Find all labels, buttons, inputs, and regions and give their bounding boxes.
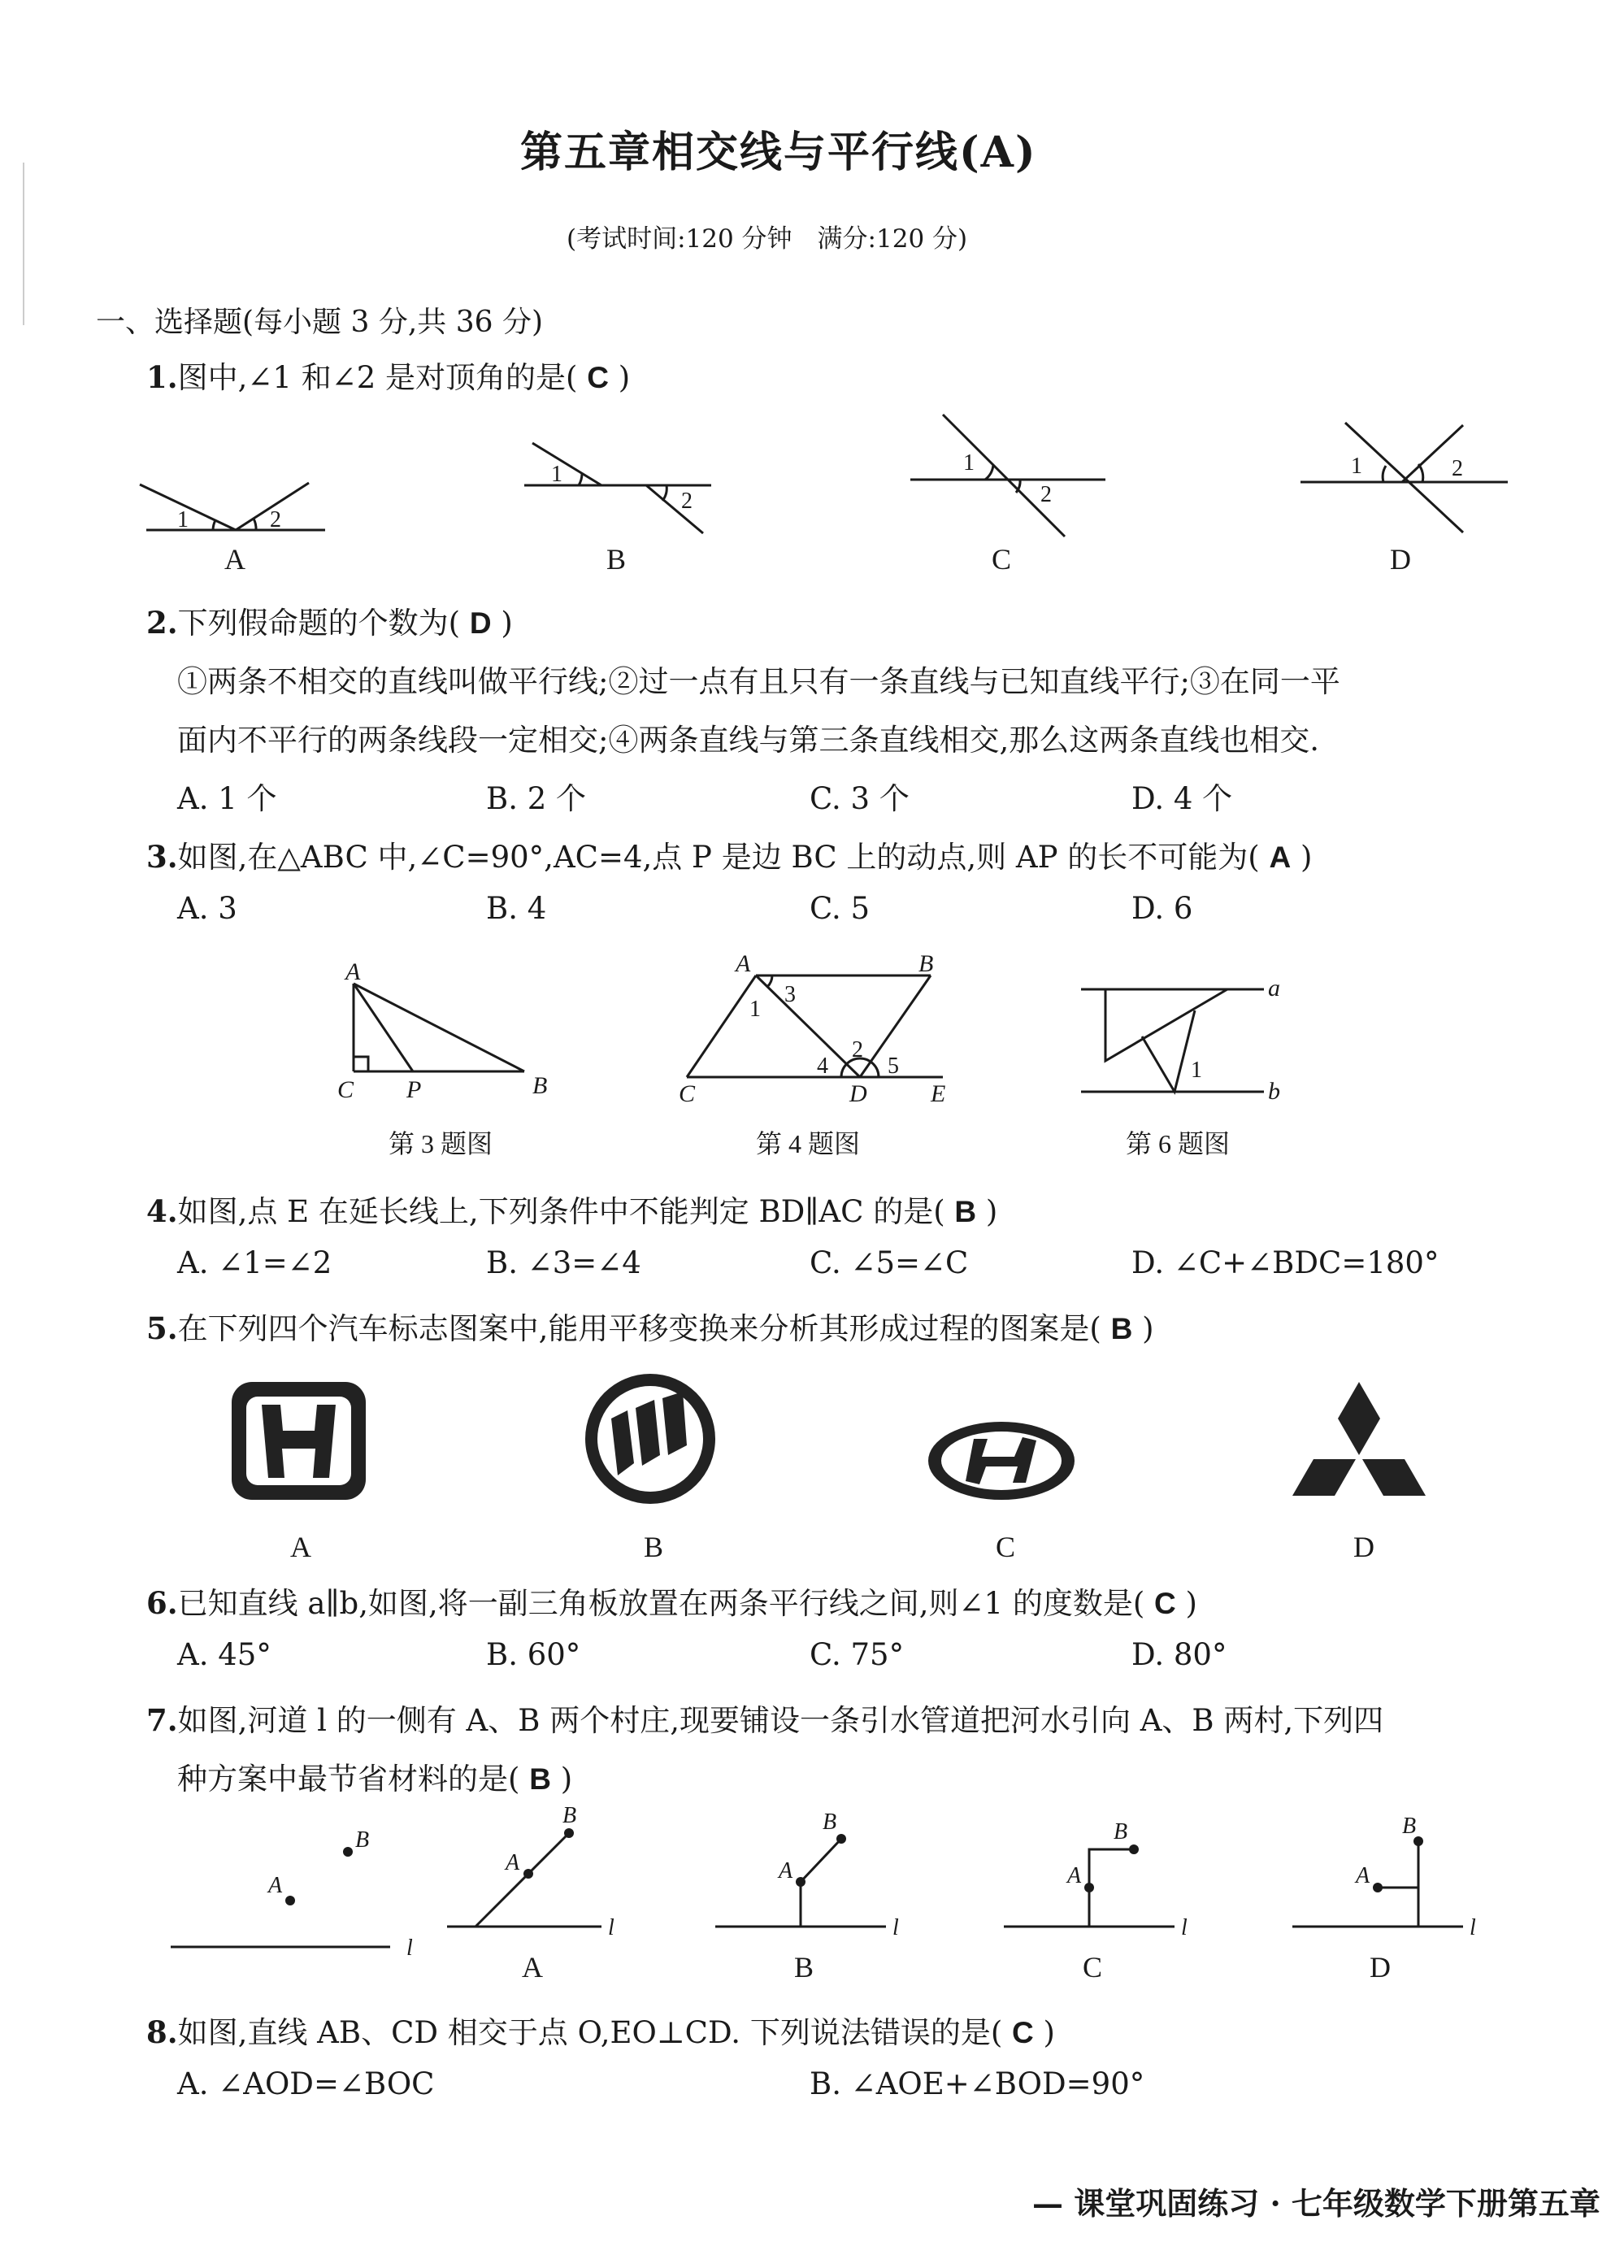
q7-label-b: B — [794, 1951, 814, 1983]
q7d-pt-a: A — [1356, 1863, 1370, 1888]
fig4-pt-c: C — [679, 1080, 696, 1107]
q6-option-c: C. 75° — [810, 1637, 905, 1672]
q7b-pipe — [801, 1839, 841, 1927]
q1d-angle-2: 2 — [1452, 456, 1463, 481]
q4-option-d: D. ∠C+∠BDC=180° — [1131, 1245, 1439, 1280]
fig3-caption: 第 3 题图 — [389, 1129, 493, 1158]
question-2: 2.下列假命题的个数为( D ) — [146, 605, 513, 641]
q2-body-line1: ①两条不相交的直线叫做平行线;②过一点有且只有一条直线与已知直线平行;③在同一平 — [177, 664, 1340, 699]
fig4-pt-d: D — [849, 1080, 867, 1107]
q1d-angle-1: 1 — [1351, 454, 1362, 479]
fig4-angle-5: 5 — [888, 1054, 899, 1079]
q8-option-b: B. ∠AOE+∠BOD=90° — [810, 2066, 1145, 2101]
q1-label-d: D — [1390, 543, 1411, 576]
q3-option-c: C. 5 — [810, 891, 871, 926]
question-8: 8.如图,直线 AB、CD 相交于点 O,EO⊥CD. 下列说法错误的是( C ) — [146, 2014, 1055, 2050]
q4-option-c: C. ∠5=∠C — [810, 1245, 969, 1280]
q7-label-d: D — [1370, 1951, 1391, 1983]
q2-option-c: C. 3 个 — [810, 781, 910, 816]
fig4-pt-b: B — [918, 950, 934, 977]
q1c-angle-1: 1 — [963, 450, 975, 476]
q1a-angle-1: 1 — [177, 507, 189, 532]
q8-option-a: A. ∠AOD=∠BOC — [177, 2066, 435, 2101]
q7d-pt-b: B — [1402, 1814, 1417, 1839]
fig4-angle-3: 3 — [784, 982, 796, 1007]
answer-6: C — [1154, 1587, 1176, 1620]
fig3-pt-b: B — [532, 1072, 548, 1099]
q7-base-pt-b: B — [355, 1827, 370, 1853]
fig6-label-a: a — [1268, 975, 1280, 1001]
question-7-line2: 种方案中最节省材料的是( B ) — [177, 1762, 573, 1797]
fig6-label-b: b — [1268, 1078, 1280, 1105]
q3-option-d: D. 6 — [1131, 891, 1193, 926]
q1-label-c: C — [992, 543, 1012, 576]
question-5: 5.在下列四个汽车标志图案中,能用平移变换来分析其形成过程的图案是( B ) — [146, 1310, 1154, 1346]
q1b-angle-1: 1 — [551, 462, 562, 487]
q1a-angle-2: 2 — [270, 507, 281, 532]
q4-option-b: B. ∠3=∠4 — [486, 1245, 641, 1280]
fig3-pt-c: C — [337, 1076, 354, 1103]
q3-option-b: B. 4 — [486, 891, 547, 926]
q5-label-d: D — [1353, 1531, 1374, 1563]
q2-option-d: D. 4 个 — [1131, 781, 1233, 816]
q7a-pt-a: A — [506, 1850, 520, 1875]
page-footer: — 课堂巩固练习 · 七年级数学下册第五章 — [1032, 2185, 1600, 2222]
q2-body-line2: 面内不平行的两条线段一定相交;④两条直线与第三条直线相交,那么这两条直线也相交. — [177, 723, 1319, 758]
q4-option-a: A. ∠1=∠2 — [177, 1245, 332, 1280]
q7-label-a: A — [522, 1951, 543, 1983]
question-3: 3.如图,在△ABC 中,∠C=90°,AC=4,点 P 是边 BC 上的动点,则 AP 的长不可能为( A ) — [146, 839, 1313, 875]
section-heading: 一、选择题(每小题 3 分,共 36 分) — [96, 306, 544, 339]
q2-option-a: A. 1 个 — [177, 781, 277, 816]
q6-option-d: D. 80° — [1131, 1637, 1227, 1672]
fig4-pt-a: A — [736, 950, 751, 977]
q2-option-b: B. 2 个 — [486, 781, 587, 816]
q7-label-c: C — [1083, 1951, 1103, 1983]
answer-2: D — [469, 606, 492, 640]
fig6-caption: 第 6 题图 — [1126, 1129, 1231, 1158]
fig4-angle-4: 4 — [817, 1054, 828, 1079]
q7a-pt-b: B — [562, 1803, 577, 1828]
q7-base-pt-a: A — [268, 1873, 283, 1898]
q7c-l: l — [1181, 1915, 1188, 1940]
q7a-pipe — [475, 1833, 569, 1927]
q1c-angle-2: 2 — [1040, 482, 1052, 507]
q7c-pt-a: A — [1067, 1863, 1082, 1888]
q7b-pt-b: B — [823, 1810, 837, 1835]
answer-7: B — [529, 1762, 551, 1796]
q5-label-a: A — [290, 1531, 311, 1563]
q6-option-b: B. 60° — [486, 1637, 581, 1672]
fig4-pt-e: E — [931, 1080, 946, 1107]
fig6-angle-1: 1 — [1191, 1058, 1202, 1083]
q6-option-a: A. 45° — [177, 1637, 271, 1672]
q7d-l: l — [1470, 1915, 1476, 1940]
q3-option-a: A. 3 — [177, 891, 237, 926]
q7c-pipe — [1089, 1849, 1134, 1927]
q7b-pt-a: A — [779, 1858, 793, 1883]
q1-label-b: B — [606, 543, 627, 576]
fig4-angle-1: 1 — [749, 997, 761, 1022]
q7a-l: l — [608, 1915, 614, 1940]
q7-base-l: l — [406, 1936, 413, 1961]
answer-1: C — [587, 361, 609, 394]
q5-label-b: B — [644, 1531, 664, 1563]
question-1: 1.图中,∠1 和∠2 是对顶角的是( C ) — [146, 359, 631, 395]
fig3-pt-p: P — [406, 1076, 422, 1103]
question-4: 4.如图,点 E 在延长线上,下列条件中不能判定 BD∥AC 的是( B ) — [146, 1193, 998, 1229]
question-7: 7.如图,河道 l 的一侧有 A、B 两个村庄,现要铺设一条引水管道把河水引向 A、B 两村,下列四 — [146, 1702, 1384, 1738]
answer-4: B — [954, 1195, 977, 1228]
question-6: 6.已知直线 a∥b,如图,将一副三角板放置在两条平行线之间,则∠1 的度数是( C ) — [146, 1585, 1197, 1621]
exam-info: (考试时间:120 分钟 满分:120 分) — [567, 224, 968, 254]
q7b-l: l — [892, 1915, 899, 1940]
q1b-angle-2: 2 — [681, 489, 693, 514]
fig4-caption: 第 4 题图 — [756, 1129, 861, 1158]
q5-label-c: C — [996, 1531, 1016, 1563]
answer-3: A — [1269, 841, 1292, 874]
fig3-pt-a: A — [345, 958, 361, 985]
q1-label-a: A — [224, 543, 245, 576]
fig4-angle-2: 2 — [852, 1037, 863, 1062]
answer-8: C — [1012, 2016, 1034, 2049]
answer-5: B — [1110, 1312, 1133, 1345]
q7c-pt-b: B — [1114, 1819, 1128, 1844]
page-title: 第五章相交线与平行线(A) — [520, 128, 1037, 177]
